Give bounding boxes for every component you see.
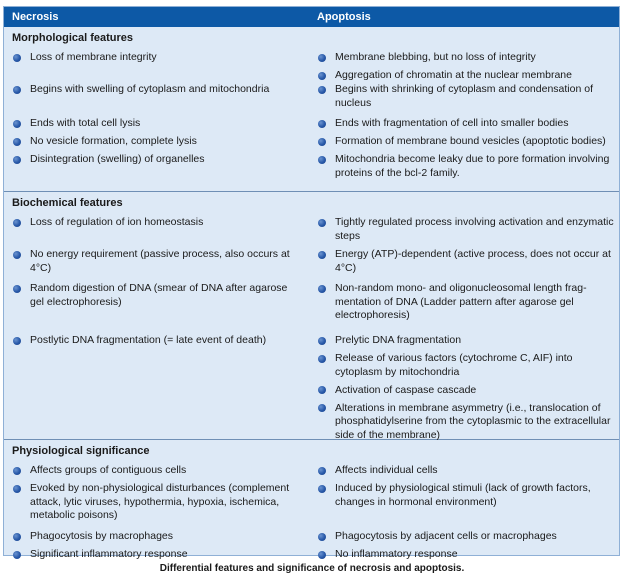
- list-item: Affects individual cells: [317, 464, 615, 478]
- list-item: Mitochondria become leaky due to pore formation involving proteins of the bcl-2 family.: [317, 153, 615, 180]
- apoptosis-cell: [317, 216, 615, 248]
- apoptosis-cell: [317, 153, 615, 185]
- apoptosis-cell: [317, 117, 615, 135]
- section-biochemical-features: [4, 192, 619, 440]
- list-item: No vesicle formation, complete lysis: [12, 135, 302, 149]
- list-item: Loss of membrane integrity: [12, 51, 302, 65]
- list-item: Ends with total cell lysis: [12, 117, 302, 131]
- necrosis-cell: [12, 153, 302, 171]
- comparison-table: [3, 6, 620, 560]
- list-item: Induced by physiological stimuli (lack of growth factors, changes in hormonal environment): [317, 482, 615, 509]
- list-item: Random digestion of DNA (smear of DNA after agarose gel electrophoresis): [12, 282, 302, 309]
- necrosis-cell: [12, 482, 302, 527]
- apoptosis-cell: [317, 51, 615, 87]
- necrosis-cell: [12, 464, 302, 482]
- header-apoptosis: Apoptosis: [317, 11, 371, 23]
- list-item: No energy requirement (passive process, also occurs at 4°C): [12, 248, 302, 275]
- list-item: Phagocytosis by macrophages: [12, 530, 302, 544]
- list-item: Phagocytosis by adjacent cells or macrophages: [317, 530, 615, 544]
- list-item: Energy (ATP)-dependent (active process, does not occur at 4°C): [317, 248, 615, 275]
- list-item: Disintegration (swelling) of organelles: [12, 153, 302, 167]
- list-item: No inflammatory response: [317, 548, 615, 562]
- list-item: Activation of caspase cascade: [317, 384, 615, 398]
- list-item: Begins with shrinking of cytoplasm and condensation of nucleus: [317, 83, 615, 110]
- list-item: Postlytic DNA fragmentation (= late event of death): [12, 334, 302, 348]
- list-item: Non-random mono- and oligonucleosomal length frag-mentation of DNA (Ladder pattern after agarose gel electrophoresis): [317, 282, 615, 323]
- apoptosis-cell: [317, 135, 615, 153]
- necrosis-cell: [12, 248, 302, 280]
- header-necrosis: Necrosis: [12, 11, 59, 23]
- necrosis-cell: [12, 216, 302, 234]
- list-item: Tightly regulated process involving activation and enzymatic steps: [317, 216, 615, 243]
- section-physiological-significance: [4, 440, 619, 560]
- section-title: Physiological significance: [12, 445, 150, 457]
- table-body: [4, 27, 619, 560]
- list-item: Alterations in membrane asymmetry (i.e., translocation of phosphatidylserine from the cytoplasmic to the extracellular side of the membrane): [317, 402, 615, 443]
- apoptosis-cell: [317, 248, 615, 280]
- necrosis-cell: [12, 83, 302, 101]
- list-item: Prelytic DNA fragmentation: [317, 334, 615, 348]
- necrosis-cell: [12, 282, 302, 314]
- section-title: Biochemical features: [12, 197, 123, 209]
- list-item: Affects groups of contiguous cells: [12, 464, 302, 478]
- list-item: Release of various factors (cytochrome C, AIF) into cytoplasm by mitochondria: [317, 352, 615, 379]
- apoptosis-cell: [317, 282, 615, 327]
- necrosis-cell: [12, 51, 302, 69]
- list-item: Begins with swelling of cytoplasm and mitochondria: [12, 83, 302, 97]
- apoptosis-cell: [317, 334, 615, 447]
- necrosis-cell: [12, 117, 302, 135]
- table-header: [4, 7, 619, 27]
- list-item: Loss of regulation of ion homeostasis: [12, 216, 302, 230]
- section-title: Morphological features: [12, 32, 134, 44]
- necrosis-cell: [12, 135, 302, 153]
- list-item: Formation of membrane bound vesicles (apoptotic bodies): [317, 135, 615, 149]
- apoptosis-cell: [317, 464, 615, 482]
- list-item: Significant inflammatory response: [12, 548, 302, 562]
- apoptosis-cell: [317, 530, 615, 548]
- list-item: Aggregation of chromatin at the nuclear membrane: [317, 69, 615, 83]
- list-item: Membrane blebbing, but no loss of integrity: [317, 51, 615, 65]
- table-caption: Differential features and significance of necrosis and apoptosis.: [159, 563, 465, 574]
- necrosis-cell: [12, 530, 302, 548]
- list-item: Evoked by non-physiological disturbances (complement attack, lytic viruses, hypothermia, hypoxia, ischemica, metabolic poisons): [12, 482, 302, 523]
- apoptosis-cell: [317, 83, 615, 115]
- apoptosis-cell: [317, 482, 615, 514]
- necrosis-cell: [12, 334, 302, 352]
- section-morphological-features: [4, 27, 619, 192]
- list-item: Ends with fragmentation of cell into smaller bodies: [317, 117, 615, 131]
